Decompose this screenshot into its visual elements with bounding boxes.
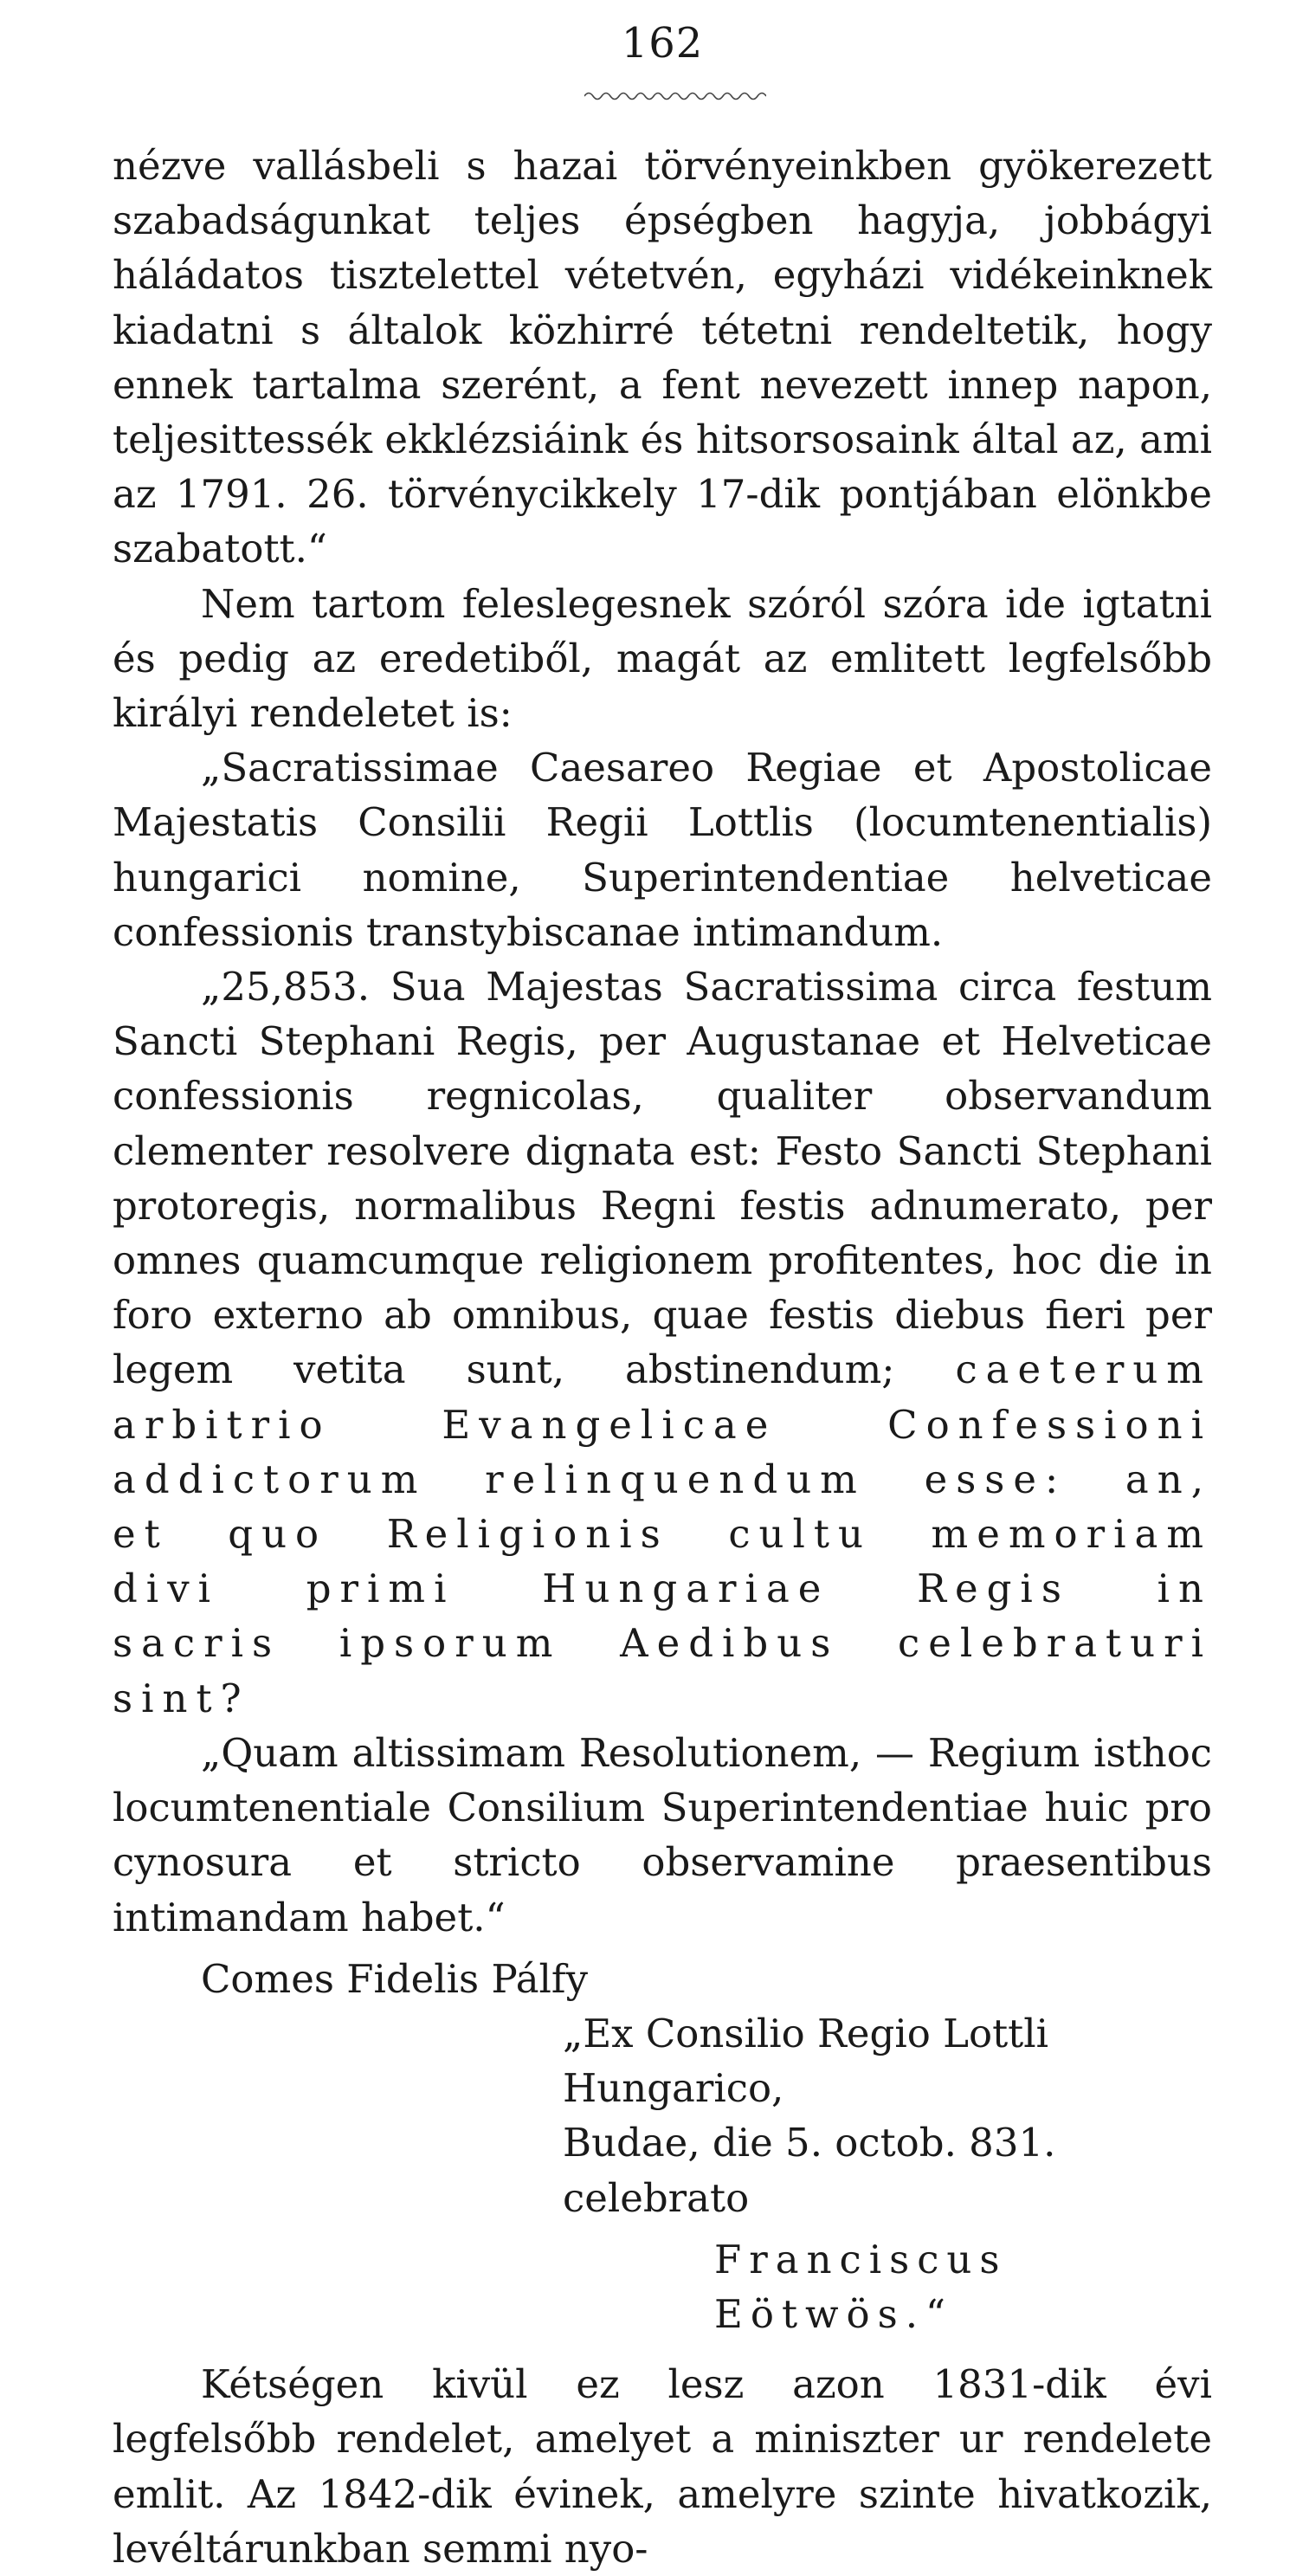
book-page [113, 0, 1212, 2572]
decree-body [113, 959, 1212, 1726]
wavy-rule-ornament [584, 88, 766, 104]
spacer [113, 2341, 1212, 2357]
signature-comes: Comes Fidelis Pálfy [201, 1955, 589, 2002]
paragraph-intro-decree: Nem tartom feleslegesnek szóról szóra ide igtatni és pedig az eredetiből, magát az emlitett legfelsőbb királyi rendeletet is: [113, 580, 1212, 737]
signature-council-line: „Ex Consilio Regio Lottli Hungarico, [563, 2010, 1049, 2112]
decree-body-text: „25,853. Sua Majestas Sacratissima circa festum Sancti Stephani Regis, per Augustanae et Helveticae confessionis regnicolas, qualiter observandum clementer resolvere dignata est: Festo Sancti Stephani protoregis, normalibus Regni festis adnumerato, per omnes quamcumque religionem profitentes, hoc die in foro externo ab omnibus, quae festis diebus fieri per legem vetita sunt, abstinendum; [113, 964, 1212, 1393]
page-number: 162 [621, 19, 704, 68]
page-body [113, 139, 1212, 2576]
decree-closing: „Quam altissimam Resolutionem, — Regium isthoc locumtenentiale Consilium Superintendentiae huic pro cynosura et stricto observamine praesentibus intimandam habet.“ [113, 1729, 1212, 1940]
paragraph-commentary: Kétségen kivül ez lesz azon 1831-dik évi legfelsőbb rendelet, amelyet a miniszter ur rendelete emlit. Az 1842-dik évinek, amelyre szinte hivatkozik, levéltárunkban semmi nyo- [113, 2361, 1212, 2572]
decree-body-spaced-text: caeterum arbitrio Evangelicae Confessioni addictorum relinquendum esse: an, et quo Religionis cultu memoriam divi primi Hungariae Regis in sacris ipsorum Aedibus celebraturi sint? [113, 1346, 1212, 1721]
paragraph-continuation: nézve vallásbeli s hazai törvényeinkben gyökerezett szabadságunkat teljes épségben hagyja, jobbágyi háládatos tisztelettel vétetvén, egyházi vidékeinknek kiadatni s általok közhirré tétetni rendeltetik, hogy ennek tartalma szerént, a fent nevezett innep napon, teljesittessék ekklézsiáink és hitsorsosaink által az, ami az 1791. 26. törvénycikkely 17-dik pontjában elönkbe szabatott.“ [113, 143, 1212, 572]
signature-name: Franciscus Eötwös.“ [714, 2236, 1008, 2337]
signature-date-line: Budae, die 5. octob. 831. celebrato [563, 2120, 1056, 2221]
decree-heading: „Sacratissimae Caesareo Regiae et Apostolicae Majestatis Consilii Regii Lottlis (locumtenentialis) hungarici nomine, Superintendentiae helveticae confessionis transtybiscanae intimandum. [113, 745, 1212, 955]
